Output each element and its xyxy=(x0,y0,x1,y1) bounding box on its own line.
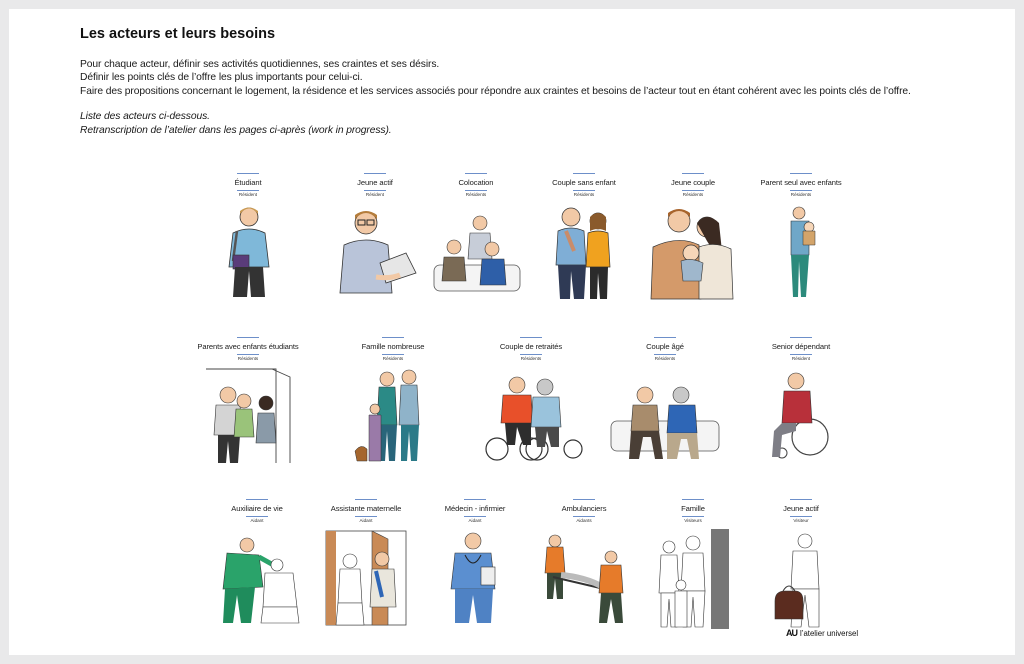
visitor-bag-illustration xyxy=(771,527,831,631)
actor-role: Résidents xyxy=(465,192,487,197)
actor-card-medecin-infirmier xyxy=(416,499,534,627)
actor-card-ambulanciers xyxy=(525,499,643,627)
large-family-dog-illustration xyxy=(353,365,433,465)
flatshare-sofa-illustration xyxy=(428,201,524,301)
actor-card-couple-retraites xyxy=(472,337,590,465)
actor-label: Jeune actif xyxy=(357,178,393,187)
company-logo xyxy=(786,628,858,638)
note-line: Liste des acteurs ci-dessous. xyxy=(80,111,210,123)
student-illustration xyxy=(213,201,283,301)
young-worker-laptop-illustration xyxy=(330,201,420,301)
actor-card-colocation xyxy=(417,173,535,301)
actor-role: Résidents xyxy=(682,192,704,197)
logo-text: l’atelier universel xyxy=(800,628,859,638)
actor-card-couple-age xyxy=(606,337,724,465)
actor-role: Aidant xyxy=(359,518,373,523)
actor-label: Colocation xyxy=(458,178,494,187)
actor-label: Parents avec enfants étudiants xyxy=(197,342,299,351)
actor-label: Famille xyxy=(681,504,705,513)
retired-couple-bikes-illustration xyxy=(479,365,583,465)
actor-role: Résidents xyxy=(790,192,812,197)
actor-card-famille-nombreuse xyxy=(334,337,452,465)
document-page xyxy=(9,9,1015,655)
actor-role: Résident xyxy=(791,356,811,361)
young-couple-baby-illustration xyxy=(647,201,739,301)
paramedics-stretcher-illustration xyxy=(539,527,629,627)
actor-role: Résidents xyxy=(573,192,595,197)
visiting-family-illustration xyxy=(651,527,735,631)
intro-line: Faire des propositions concernant le logement, la résidence et les services associés pour répondre aux craintes et besoins de l’acteur tout en étant cohérent avec les points clés de l’offre. xyxy=(80,85,911,97)
parents-students-door-illustration xyxy=(202,365,294,465)
actor-card-auxiliaire-de-vie xyxy=(198,499,316,627)
actor-label: Couple âgé xyxy=(646,342,684,351)
logo-mark: AU xyxy=(786,628,797,638)
doctor-clipboard-illustration xyxy=(443,527,507,627)
actor-label: Médecin - infirmier xyxy=(444,504,506,513)
actor-role: Résidents xyxy=(654,356,676,361)
actor-role: Visiteurs xyxy=(684,518,702,523)
elderly-couple-sofa-illustration xyxy=(607,365,723,465)
actor-label: Assistante maternelle xyxy=(330,504,402,513)
actor-role: Résidents xyxy=(520,356,542,361)
intro-line: Définir les points clés de l’offre les plus importants pour celui-ci. xyxy=(80,72,363,84)
actor-role: Résident xyxy=(238,192,258,197)
actor-role: Aidant xyxy=(250,518,264,523)
actor-role: Résident xyxy=(365,192,385,197)
actor-role: Résidents xyxy=(237,356,259,361)
actor-role: Aidants xyxy=(576,518,592,523)
actor-role: Résidents xyxy=(382,356,404,361)
page-title: Les acteurs et leurs besoins xyxy=(80,26,276,42)
actor-card-assistante-maternelle xyxy=(307,499,425,627)
actor-label: Famille nombreuse xyxy=(361,342,425,351)
couple-illustration xyxy=(544,201,624,301)
actor-card-jeune-couple xyxy=(634,173,752,301)
actor-card-etudiant xyxy=(189,173,307,301)
actor-label: Couple de retraités xyxy=(499,342,563,351)
actor-label: Auxiliaire de vie xyxy=(231,504,283,513)
actor-label: Senior dépendant xyxy=(771,342,831,351)
actor-card-parent-seul xyxy=(742,173,860,301)
actor-card-senior-dependant xyxy=(742,337,860,465)
actor-role: Aidant xyxy=(468,518,482,523)
senior-wheelchair-illustration xyxy=(766,365,836,465)
actor-card-jeune-actif-visiteur xyxy=(742,499,860,631)
actor-card-couple-sans-enfant xyxy=(525,173,643,301)
actor-label: Ambulanciers xyxy=(561,504,607,513)
note-line: Retranscription de l’atelier dans les pages ci-après (work in progress). xyxy=(80,124,392,136)
actor-role: Visiteur xyxy=(793,518,809,523)
care-assistant-illustration xyxy=(211,527,303,627)
actor-label: Parent seul avec enfants xyxy=(760,178,842,187)
single-parent-illustration xyxy=(781,201,821,301)
actor-label: Jeune actif xyxy=(783,504,819,513)
actor-label: Jeune couple xyxy=(671,178,715,187)
childminder-door-illustration xyxy=(322,527,410,627)
actor-label: Couple sans enfant xyxy=(552,178,616,187)
intro-text xyxy=(80,58,1000,137)
intro-line: Pour chaque acteur, définir ses activités quotidiennes, ses craintes et ses désirs. xyxy=(80,59,440,70)
actor-card-famille-visiteurs xyxy=(634,499,752,631)
actor-card-parents-enfants-etudiants xyxy=(189,337,307,465)
actor-label: Étudiant xyxy=(234,178,262,187)
